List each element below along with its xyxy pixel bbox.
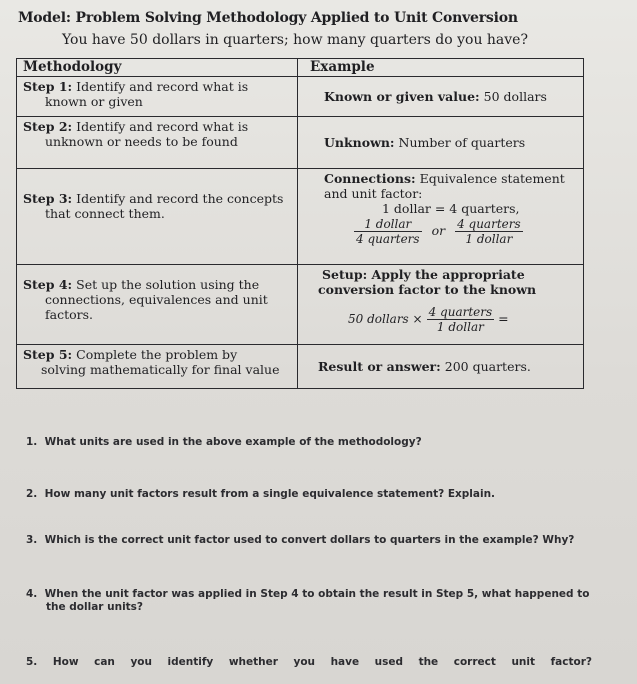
step-1-cell (17, 77, 298, 117)
equivalence-statement: 1 dollar = 4 quarters, (382, 201, 520, 216)
example-3-cell (298, 169, 584, 265)
question-3-number: 3. (26, 534, 38, 546)
question-5-number: 5. (26, 656, 38, 668)
step-5-text: Complete the problem by (76, 347, 238, 362)
problem-statement: You have 50 dollars in quarters; how many quarters do you have? (62, 32, 528, 48)
question-5-word: have (330, 656, 360, 668)
table-row-step-5 (17, 345, 584, 389)
step-1-label: Step 1: (23, 79, 73, 94)
table-row-step-2 (17, 117, 584, 169)
example-3-line-2: and unit factor: (324, 186, 423, 201)
step-4-text-3: factors. (45, 307, 93, 322)
step-1-text-2: known or given (45, 94, 143, 109)
question-5-word: used (374, 656, 404, 668)
example-2-cell (298, 117, 584, 169)
unit-factors (320, 217, 577, 246)
step-2-text: Identify and record what is (76, 119, 249, 134)
table-row-step-1 (17, 77, 584, 117)
question-4-text: When the unit factor was applied in Step 4 to obtain the result in Step 5, what happened to (44, 588, 590, 600)
table-row-step-4 (17, 265, 584, 345)
question-5-word: the (418, 656, 439, 668)
step-3-text: Identify and record the concepts (76, 190, 284, 206)
example-2-label: Unknown: (324, 135, 395, 150)
step-3-text-2: that connect them. (45, 205, 165, 221)
question-5-word: How (52, 656, 79, 668)
question-3-text: Which is the correct unit factor used to convert dollars to quarters in the example? Why? (44, 534, 575, 546)
step-1-text: Identify and record what is (76, 79, 249, 94)
question-2-number: 2. (26, 488, 38, 500)
setup-factor-denominator: 1 dollar (436, 320, 484, 334)
step-2-label: Step 2: (23, 119, 73, 134)
question-4-text-2: the dollar units? (46, 601, 144, 613)
step-2-cell (17, 117, 298, 169)
question-5-word: correct (453, 656, 496, 668)
setup-known-value: 50 dollars × (348, 312, 423, 326)
step-4-text: Set up the solution using the (76, 277, 260, 292)
unit-factor-1 (354, 217, 422, 246)
step-4-label: Step 4: (23, 277, 73, 292)
question-5-word: you (293, 656, 316, 668)
question-5-word: identify (167, 656, 214, 668)
unit-factor-2-denominator: 1 dollar (465, 232, 513, 246)
example-4-cell (298, 265, 584, 345)
question-1 (26, 436, 604, 449)
question-5-word: can (94, 656, 115, 668)
example-1-label: Known or given value: (324, 89, 480, 104)
step-5-text-2: solving mathematically for final value (41, 362, 280, 377)
setup-line-1: Setup: Apply the appropriate (322, 267, 525, 282)
question-3 (26, 534, 604, 547)
example-5-value: 200 quarters. (444, 359, 531, 374)
step-4-cell (17, 265, 298, 345)
step-3-label: Step 3: (23, 190, 73, 206)
or-label: or (431, 223, 446, 238)
setup-factor-numerator: 4 quarters (428, 305, 493, 319)
unit-factor-1-numerator: 1 dollar (354, 217, 422, 232)
table-header-row (17, 59, 584, 77)
question-1-text: What units are used in the above example of the methodology? (44, 436, 422, 448)
step-5-label: Step 5: (23, 347, 73, 362)
example-1-value: 50 dollars (483, 89, 547, 104)
example-2-value: Number of quarters (398, 135, 526, 150)
unit-factor-1-denominator: 4 quarters (356, 232, 420, 246)
step-2-text-2: unknown or needs to be found (45, 134, 238, 149)
question-5-word: you (130, 656, 152, 668)
setup-unit-factor (427, 305, 495, 334)
example-1-cell (298, 77, 584, 117)
question-2-text: How many unit factors result from a single equivalence statement? Explain. (44, 488, 496, 500)
example-3-label: Connections: (324, 171, 416, 186)
unit-factor-2 (455, 217, 523, 246)
question-4-number: 4. (26, 588, 38, 600)
header-methodology: Methodology (17, 59, 298, 77)
question-5-word: unit (511, 656, 536, 668)
unit-factor-2-numerator: 4 quarters (457, 217, 521, 231)
step-4-text-2: connections, equivalences and unit (45, 292, 268, 307)
header-example: Example (298, 59, 584, 77)
question-5 (26, 656, 592, 669)
setup-line-2: conversion factor to the known (318, 282, 537, 297)
question-5-word: whether (228, 656, 278, 668)
methodology-table (16, 58, 584, 389)
setup-equals: = (498, 311, 509, 326)
example-5-label: Result or answer: (318, 359, 441, 374)
example-3-value: Equivalence statement (419, 171, 565, 186)
step-3-cell (17, 169, 298, 265)
page-title: Model: Problem Solving Methodology Applied to Unit Conversion (18, 10, 518, 26)
question-1-number: 1. (26, 436, 38, 448)
question-4 (26, 588, 604, 614)
table-row-step-3 (17, 169, 584, 265)
step-5-cell (17, 345, 298, 389)
question-2 (26, 488, 604, 501)
question-5-word: factor? (550, 656, 592, 668)
setup-expression (318, 305, 577, 334)
example-5-cell (298, 345, 584, 389)
